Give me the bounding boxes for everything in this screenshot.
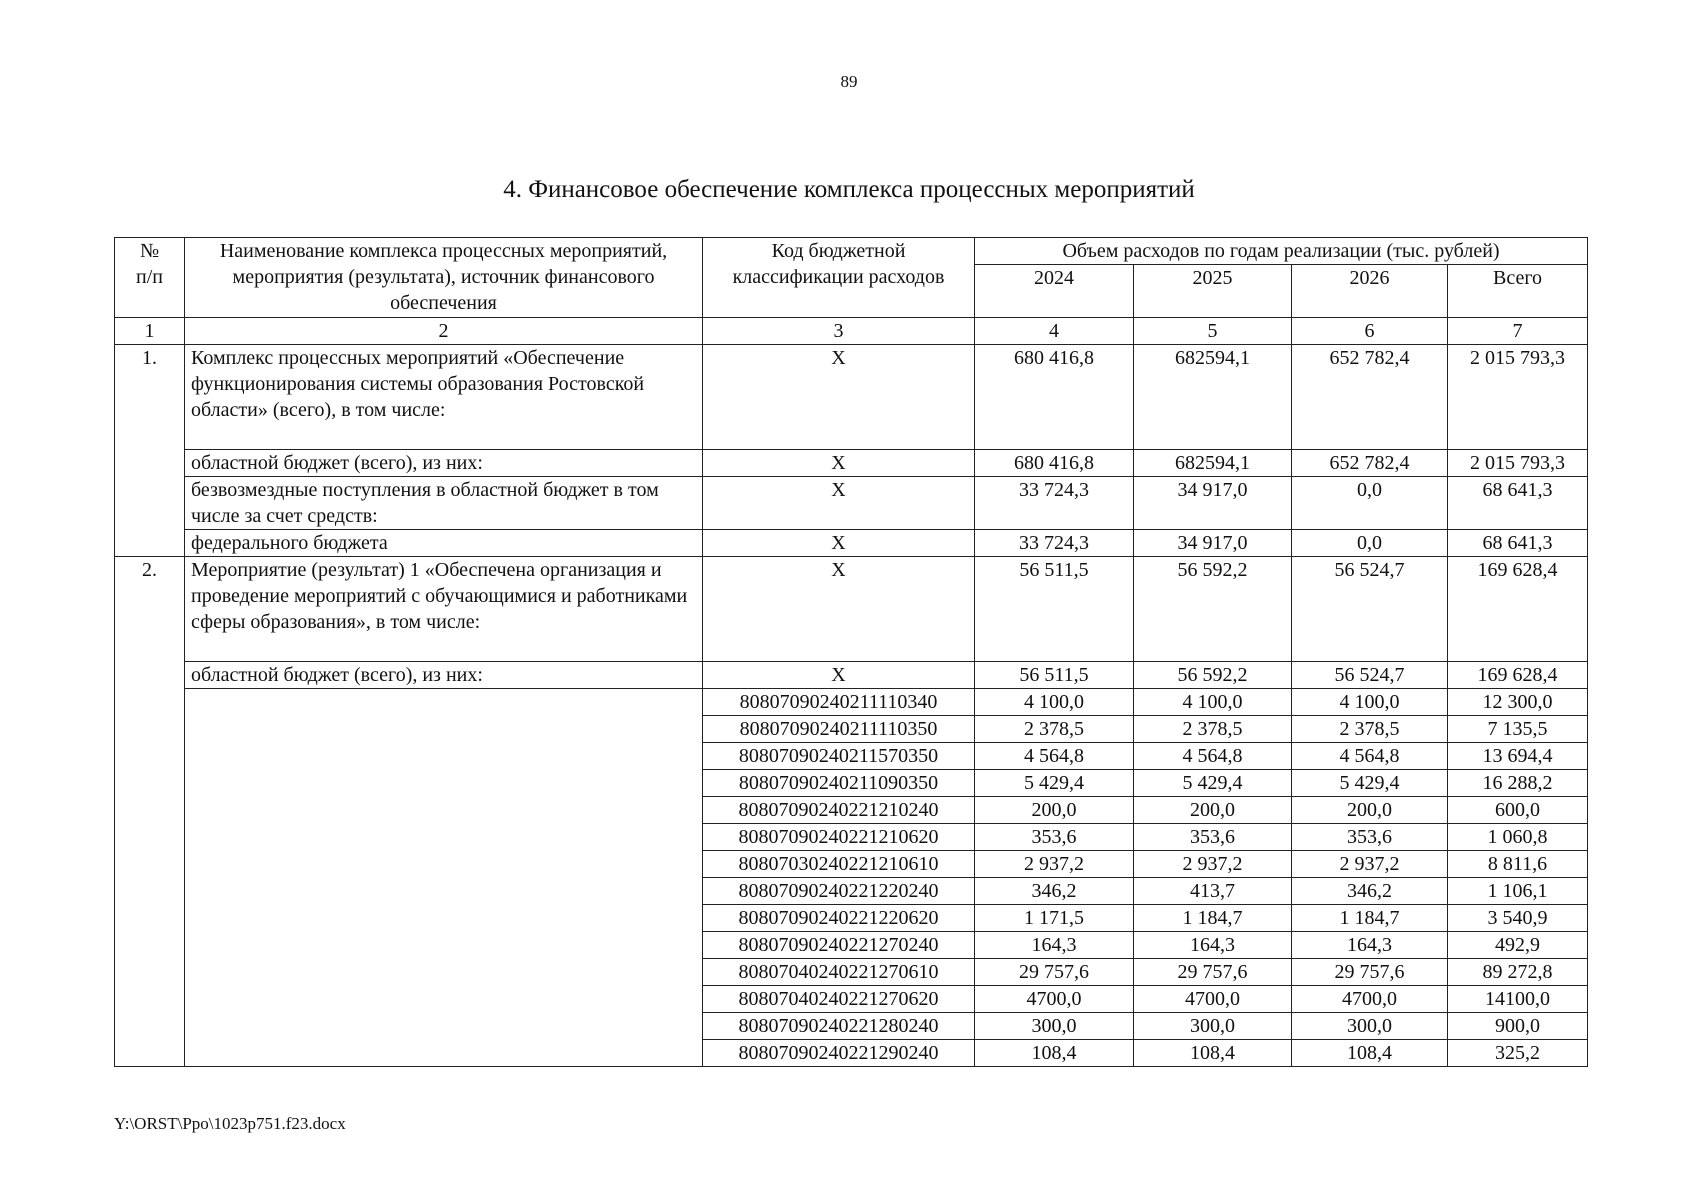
value-2025: 1 184,7 [1134, 905, 1292, 932]
value-2025: 200,0 [1134, 797, 1292, 824]
row-code: 80807090240221210240 [703, 797, 975, 824]
value-total: 13 694,4 [1448, 743, 1588, 770]
value-2024: 200,0 [975, 797, 1134, 824]
value-2025: 413,7 [1134, 878, 1292, 905]
value-total: 492,9 [1448, 932, 1588, 959]
row-code: 80807090240221220620 [703, 905, 975, 932]
header-volume: Объем расходов по годам реализации (тыс. рублей) [975, 238, 1588, 265]
table-row [115, 477, 1588, 530]
row-code: 80807030240221210610 [703, 851, 975, 878]
row-code: 80807090240211090350 [703, 770, 975, 797]
value-total: 89 272,8 [1448, 959, 1588, 986]
value-total: 68 641,3 [1448, 477, 1588, 530]
value-2026: 56 524,7 [1292, 557, 1448, 662]
row-name: областной бюджет (всего), из них: [185, 450, 703, 477]
value-total: 325,2 [1448, 1040, 1588, 1067]
header-code: Код бюджетной классификации расходов [703, 238, 975, 318]
value-total: 169 628,4 [1448, 557, 1588, 662]
value-total: 900,0 [1448, 1013, 1588, 1040]
column-number: 5 [1134, 318, 1292, 345]
value-2025: 682594,1 [1134, 450, 1292, 477]
value-2026: 4700,0 [1292, 986, 1448, 1013]
value-2026: 56 524,7 [1292, 662, 1448, 689]
row-name: Комплекс процессных мероприятий «Обеспечение функционирования системы образования Ростовской области» (всего), в том числе: [185, 345, 703, 450]
row-code: 80807090240211570350 [703, 743, 975, 770]
value-2025: 56 592,2 [1134, 557, 1292, 662]
value-2026: 164,3 [1292, 932, 1448, 959]
value-2025: 5 429,4 [1134, 770, 1292, 797]
value-total: 8 811,6 [1448, 851, 1588, 878]
value-2024: 33 724,3 [975, 530, 1134, 557]
value-total: 169 628,4 [1448, 662, 1588, 689]
table-row [115, 345, 1588, 450]
value-2024: 680 416,8 [975, 345, 1134, 450]
page-number: 89 [840, 72, 858, 91]
row-name: безвозмездные поступления в областной бюджет в том числе за счет средств: [185, 477, 703, 530]
value-2025: 108,4 [1134, 1040, 1292, 1067]
value-2026: 0,0 [1292, 477, 1448, 530]
value-2026: 108,4 [1292, 1040, 1448, 1067]
value-2026: 200,0 [1292, 797, 1448, 824]
value-2024: 33 724,3 [975, 477, 1134, 530]
value-total: 2 015 793,3 [1448, 450, 1588, 477]
value-2026: 1 184,7 [1292, 905, 1448, 932]
header-year-2025: 2025 [1134, 265, 1292, 318]
column-number: 7 [1448, 318, 1588, 345]
value-2026: 353,6 [1292, 824, 1448, 851]
row-code: X [703, 345, 975, 450]
value-2026: 29 757,6 [1292, 959, 1448, 986]
header-num: № п/п [115, 238, 185, 318]
value-2024: 1 171,5 [975, 905, 1134, 932]
column-number: 1 [115, 318, 185, 345]
row-code: 80807090240211110350 [703, 716, 975, 743]
row-code: 80807090240221290240 [703, 1040, 975, 1067]
value-2026: 0,0 [1292, 530, 1448, 557]
value-total: 600,0 [1448, 797, 1588, 824]
table-row [115, 662, 1588, 689]
value-total: 1 106,1 [1448, 878, 1588, 905]
value-2024: 300,0 [975, 1013, 1134, 1040]
row-code: 80807090240211110340 [703, 689, 975, 716]
column-number: 2 [185, 318, 703, 345]
value-2026: 652 782,4 [1292, 450, 1448, 477]
table-row [115, 689, 1588, 716]
value-2024: 56 511,5 [975, 557, 1134, 662]
row-code: X [703, 450, 975, 477]
row-number: 2. [115, 557, 185, 1067]
value-total: 2 015 793,3 [1448, 345, 1588, 450]
value-2025: 34 917,0 [1134, 477, 1292, 530]
value-2025: 34 917,0 [1134, 530, 1292, 557]
header-total: Всего [1448, 265, 1588, 318]
value-2024: 2 378,5 [975, 716, 1134, 743]
row-code: X [703, 662, 975, 689]
footer-file-path: Y:\ORST\Ppo\1023p751.f23.docx [114, 1114, 346, 1133]
value-2025: 164,3 [1134, 932, 1292, 959]
value-2024: 108,4 [975, 1040, 1134, 1067]
row-name: федерального бюджета [185, 530, 703, 557]
value-2025: 4 100,0 [1134, 689, 1292, 716]
table-row [115, 450, 1588, 477]
value-2026: 346,2 [1292, 878, 1448, 905]
value-2024: 680 416,8 [975, 450, 1134, 477]
row-code: X [703, 530, 975, 557]
value-total: 3 540,9 [1448, 905, 1588, 932]
value-total: 7 135,5 [1448, 716, 1588, 743]
table-row [115, 557, 1588, 662]
value-2024: 29 757,6 [975, 959, 1134, 986]
column-number: 4 [975, 318, 1134, 345]
value-2024: 353,6 [975, 824, 1134, 851]
value-2026: 4 564,8 [1292, 743, 1448, 770]
value-total: 12 300,0 [1448, 689, 1588, 716]
row-number: 1. [115, 345, 185, 557]
row-code: X [703, 557, 975, 662]
row-code: 80807040240221270610 [703, 959, 975, 986]
value-2025: 29 757,6 [1134, 959, 1292, 986]
financing-table [114, 237, 1588, 1067]
value-2024: 164,3 [975, 932, 1134, 959]
value-2025: 300,0 [1134, 1013, 1292, 1040]
value-2025: 2 937,2 [1134, 851, 1292, 878]
value-2026: 652 782,4 [1292, 345, 1448, 450]
value-2026: 300,0 [1292, 1013, 1448, 1040]
value-2024: 4 100,0 [975, 689, 1134, 716]
page-title: 4. Финансовое обеспечение комплекса процессных мероприятий [503, 176, 1195, 203]
value-2025: 4700,0 [1134, 986, 1292, 1013]
row-code: 80807090240221210620 [703, 824, 975, 851]
column-numbers-row [115, 318, 1588, 345]
row-name: Мероприятие (результат) 1 «Обеспечена организация и проведение мероприятий с обучающимися и работниками сферы образования», в том числе: [185, 557, 703, 662]
value-2025: 353,6 [1134, 824, 1292, 851]
value-2025: 682594,1 [1134, 345, 1292, 450]
value-2024: 5 429,4 [975, 770, 1134, 797]
value-2026: 2 937,2 [1292, 851, 1448, 878]
value-2025: 2 378,5 [1134, 716, 1292, 743]
row-code: 80807090240221280240 [703, 1013, 975, 1040]
value-total: 16 288,2 [1448, 770, 1588, 797]
value-total: 1 060,8 [1448, 824, 1588, 851]
value-2026: 5 429,4 [1292, 770, 1448, 797]
value-2024: 4 564,8 [975, 743, 1134, 770]
value-2025: 56 592,2 [1134, 662, 1292, 689]
row-code: 80807090240221270240 [703, 932, 975, 959]
value-total: 14100,0 [1448, 986, 1588, 1013]
row-code: 80807090240221220240 [703, 878, 975, 905]
value-2024: 56 511,5 [975, 662, 1134, 689]
value-2026: 2 378,5 [1292, 716, 1448, 743]
row-code: 80807040240221270620 [703, 986, 975, 1013]
table-row [115, 530, 1588, 557]
column-number: 6 [1292, 318, 1448, 345]
row-code: X [703, 477, 975, 530]
value-2026: 4 100,0 [1292, 689, 1448, 716]
header-year-2026: 2026 [1292, 265, 1448, 318]
value-2024: 4700,0 [975, 986, 1134, 1013]
row-name: областной бюджет (всего), из них: [185, 662, 703, 689]
value-2025: 4 564,8 [1134, 743, 1292, 770]
value-2024: 2 937,2 [975, 851, 1134, 878]
empty-name-cell [185, 689, 703, 1067]
header-name: Наименование комплекса процессных мероприятий, мероприятия (результата), источник финансового обеспечения [185, 238, 703, 318]
header-year-2024: 2024 [975, 265, 1134, 318]
column-number: 3 [703, 318, 975, 345]
value-total: 68 641,3 [1448, 530, 1588, 557]
value-2024: 346,2 [975, 878, 1134, 905]
